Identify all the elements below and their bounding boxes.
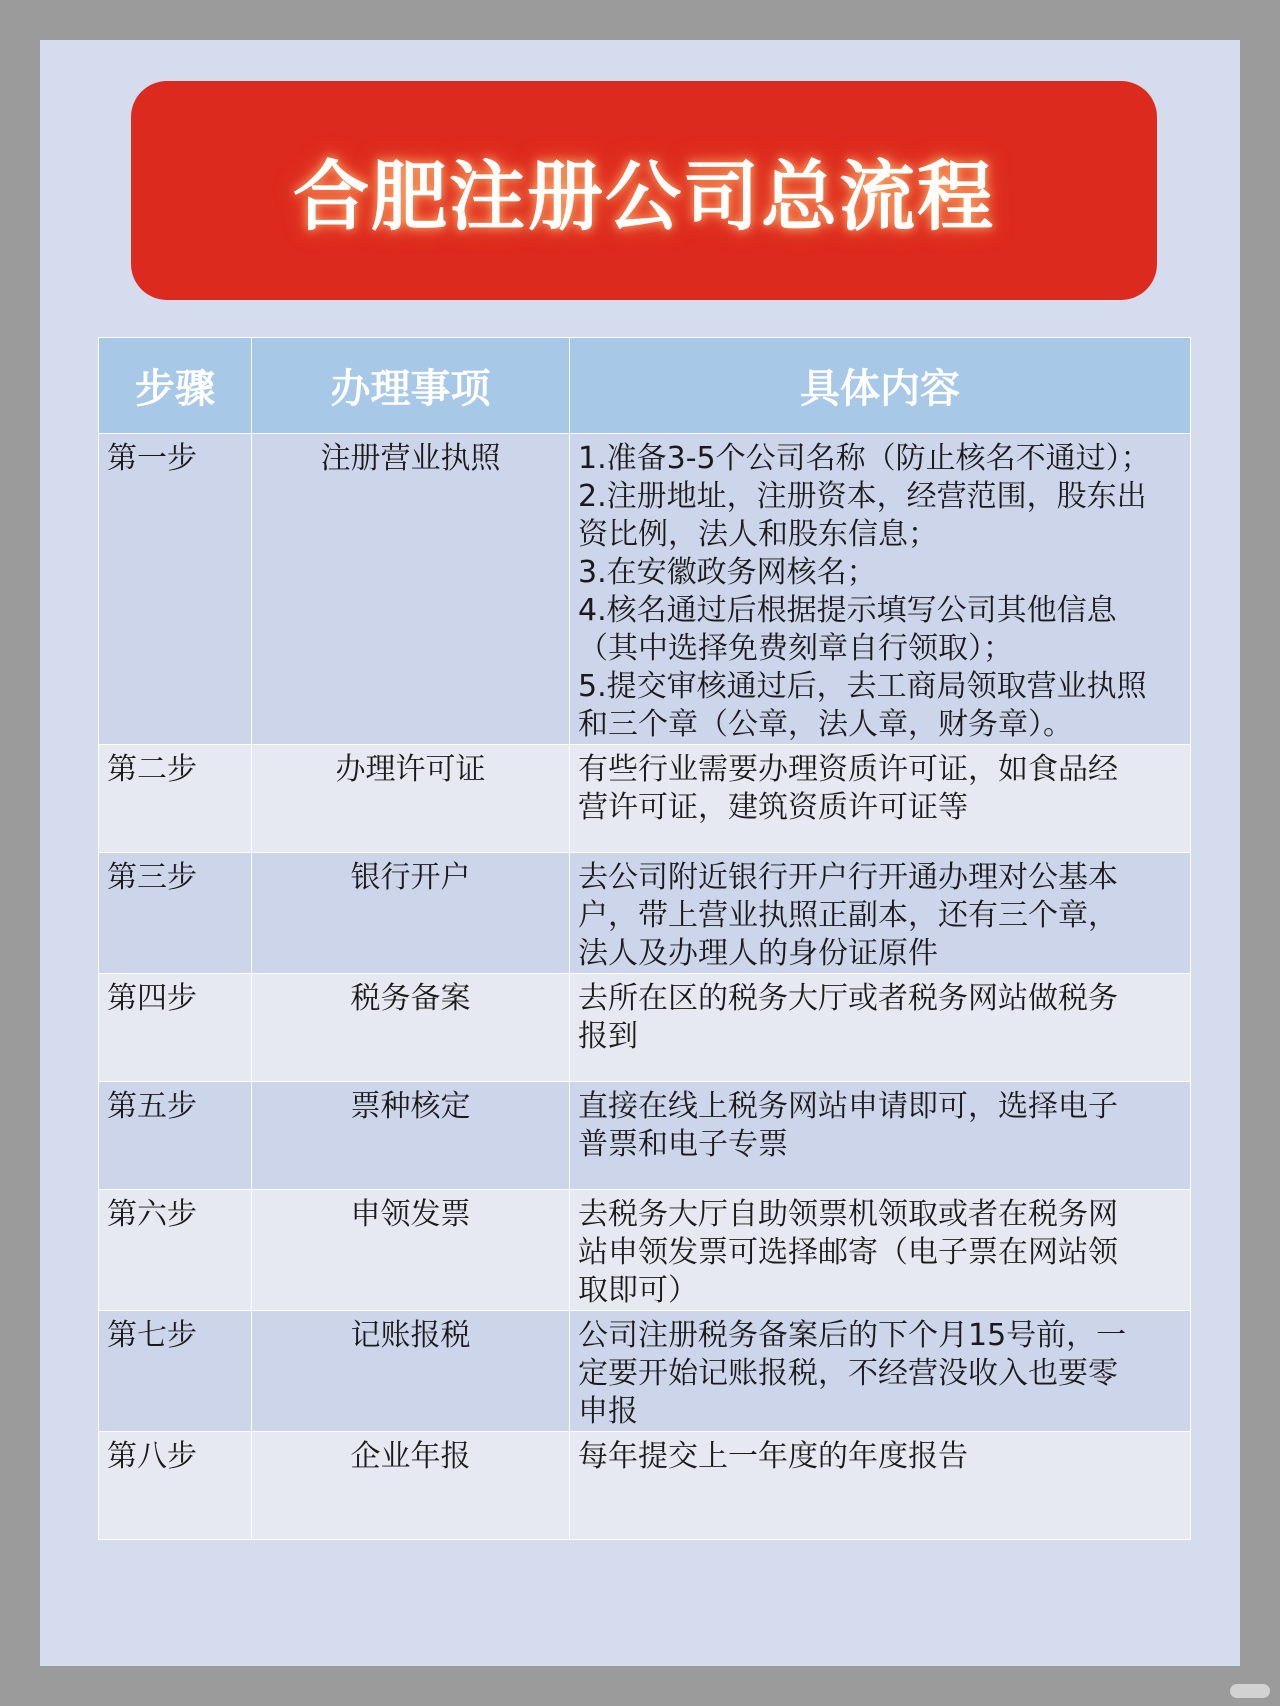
content-line: 2.注册地址，注册资本，经营范围，股东出 (578, 479, 1147, 514)
content-line: 资比例，法人和股东信息； (578, 517, 938, 552)
content-line: 去公司附近银行开户行开通办理对公基本 (578, 860, 1118, 895)
content-line: 3.在安徽政务网核名； (578, 555, 877, 590)
content-line: 和三个章（公章，法人章，财务章）。 (578, 707, 1073, 742)
item-cell: 银行开户 (252, 853, 570, 974)
table-header-row (99, 338, 1191, 434)
item-cell: 注册营业执照 (252, 434, 570, 745)
content-line: 直接在线上税务网站申请即可，选择电子 (578, 1089, 1118, 1124)
item-cell: 企业年报 (252, 1432, 570, 1540)
content-line: 站申领发票可选择邮寄（电子票在网站领 (578, 1235, 1118, 1270)
table-body (99, 434, 1191, 1540)
content-line: 去税务大厅自助领票机领取或者在税务网 (578, 1197, 1118, 1232)
content-line: 取即可） (578, 1273, 698, 1308)
table-row (99, 974, 1191, 1082)
content-cell (570, 434, 1191, 745)
content-line: 普票和电子专票 (578, 1127, 788, 1162)
content-line: 去所在区的税务大厅或者税务网站做税务 (578, 981, 1118, 1016)
process-table (98, 337, 1191, 1540)
table-row (99, 1432, 1191, 1540)
step-cell: 第六步 (99, 1190, 252, 1311)
content-line: 公司注册税务备案后的下个月15号前，一 (578, 1318, 1127, 1353)
content-line: 有些行业需要办理资质许可证，如食品经 (578, 752, 1118, 787)
header-item: 办理事项 (252, 338, 570, 434)
header-content: 具体内容 (570, 338, 1191, 434)
table-row (99, 1190, 1191, 1311)
content-line: 5.提交审核通过后，去工商局领取营业执照 (578, 669, 1147, 704)
content-cell (570, 974, 1191, 1082)
content-line: （其中选择免费刻章自行领取）； (578, 631, 1013, 666)
watermark (1230, 1684, 1270, 1698)
content-cell (570, 1082, 1191, 1190)
content-cell (570, 1311, 1191, 1432)
content-line: 报到 (578, 1019, 638, 1054)
table-row (99, 853, 1191, 974)
table-row (99, 1082, 1191, 1190)
step-cell: 第八步 (99, 1432, 252, 1540)
header-step: 步骤 (99, 338, 252, 434)
content-line: 法人及办理人的身份证原件 (578, 936, 938, 971)
table-row (99, 434, 1191, 745)
step-cell: 第七步 (99, 1311, 252, 1432)
step-cell: 第四步 (99, 974, 252, 1082)
content-line: 营许可证，建筑资质许可证等 (578, 790, 968, 825)
content-line: 每年提交上一年度的年度报告 (578, 1439, 968, 1474)
title-banner (131, 81, 1157, 300)
content-line: 户，带上营业执照正副本，还有三个章， (578, 898, 1118, 933)
step-cell: 第五步 (99, 1082, 252, 1190)
page-title: 合肥注册公司总流程 (293, 152, 995, 241)
content-line: 申报 (578, 1394, 638, 1429)
item-cell: 税务备案 (252, 974, 570, 1082)
content-cell (570, 853, 1191, 974)
step-cell: 第二步 (99, 745, 252, 853)
content-cell (570, 1432, 1191, 1540)
item-cell: 记账报税 (252, 1311, 570, 1432)
table-row (99, 1311, 1191, 1432)
item-cell: 票种核定 (252, 1082, 570, 1190)
step-cell: 第一步 (99, 434, 252, 745)
content-line: 4.核名通过后根据提示填写公司其他信息 (578, 593, 1117, 628)
step-cell: 第三步 (99, 853, 252, 974)
content-cell (570, 745, 1191, 853)
item-cell: 申领发票 (252, 1190, 570, 1311)
item-cell: 办理许可证 (252, 745, 570, 853)
content-line: 定要开始记账报税，不经营没收入也要零 (578, 1356, 1118, 1391)
content-cell (570, 1190, 1191, 1311)
content-line: 1.准备3-5个公司名称（防止核名不通过）； (578, 441, 1151, 476)
table-row (99, 745, 1191, 853)
